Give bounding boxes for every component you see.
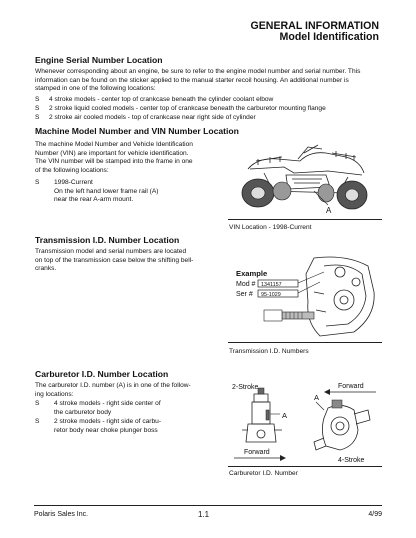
label-a-4-stroke: A (314, 393, 320, 402)
carburetor-body (35, 382, 191, 399)
footer-page-number: 1.1 (198, 510, 210, 519)
bullet-text (54, 400, 161, 417)
bullet-text: 4 stroke models - center top of crankcase beneath the cylinder coolant elbow (49, 96, 274, 103)
bullet-symbol: S (35, 105, 40, 112)
bullet-line-1: 2 stroke models - right side of carbu- (54, 418, 162, 425)
engine-body-line-2: information can be found on the sticker applied to the manual starter recoil housing. An additional number is (35, 76, 349, 84)
example-mod-label: Mod # (236, 281, 256, 288)
carburetor-body-line-2: ing locations: (35, 390, 74, 398)
atv-illustration (228, 139, 382, 219)
transmission-body-line-1: Transmission model and serial numbers are located (35, 248, 187, 255)
machine-vin-body (35, 141, 193, 175)
engine-body-line-1: Whenever corresponding about an engine, be sure to refer to the engine model number and serial number. This (35, 68, 361, 75)
footer-publisher: Polaris Sales Inc. (34, 511, 89, 518)
bullet-line-2: On the left hand lower frame rail (A) (54, 187, 159, 195)
footer-date: 4/99 (368, 511, 382, 518)
bullet-symbol: S (35, 400, 40, 407)
carburetor-caption: Carburetor I.D. Number (229, 470, 298, 477)
carburetor-heading: Carburetor I.D. Number Location (35, 369, 169, 379)
example-ser-value: 95-1029 (261, 292, 281, 298)
bullet-symbol: S (35, 418, 40, 425)
carburetor-bullet-2 (35, 418, 220, 436)
transmission-figure (228, 252, 382, 343)
bullet-text (54, 179, 158, 205)
page-subtitle: Model Identification (279, 31, 379, 43)
engine-serial-body (35, 68, 360, 94)
engine-bullet-1 (35, 96, 385, 105)
bullet-symbol: S (35, 114, 40, 121)
bullet-text: 2 stroke air cooled models - top of crankcase near right side of cylinder (49, 114, 256, 121)
carburetor-bullet-1 (35, 400, 220, 418)
bullet-symbol: S (35, 179, 40, 186)
carburetor-illustration (228, 380, 382, 466)
engine-body-line-3: stamped in one of the following locations: (35, 85, 156, 93)
bullet-line-1: 4 stroke models - right side center of (54, 400, 161, 407)
engine-bullet-2 (35, 105, 385, 114)
example-ser-label: Ser # (236, 291, 253, 298)
machine-bullet (35, 179, 215, 209)
example-mod-value: 1341157 (261, 282, 282, 288)
atv-figure (228, 139, 382, 220)
transmission-body-line-3: cranks. (35, 265, 57, 273)
machine-body-line-2: Number (VIN) are important for vehicle identification. (35, 149, 189, 157)
vin-caption: VIN Location - 1998-Current (229, 224, 312, 231)
carburetor-body-line-1: The carburetor I.D. number (A) is in one of the follow- (35, 382, 191, 389)
bullet-line-3: near the rear A-arm mount. (54, 196, 134, 204)
label-4-stroke: 4-Stroke (338, 457, 365, 464)
engine-serial-heading: Engine Serial Number Location (35, 55, 163, 65)
bullet-text: 2 stroke liquid cooled models - center top of crankcase beneath the carburetor mounting flange (49, 105, 326, 112)
bullet-symbol: S (35, 96, 40, 103)
bullet-text (54, 418, 161, 435)
engine-bullet-3 (35, 114, 385, 123)
machine-body-line-3: The VIN number will be stamped into the frame in one (35, 158, 193, 166)
bullet-line-2: the carburetor body (54, 408, 112, 416)
transmission-body (35, 248, 193, 274)
label-forward-top: Forward (338, 383, 364, 390)
carburetor-figure (228, 380, 382, 467)
transmission-illustration (228, 252, 382, 342)
machine-vin-heading: Machine Model Number and VIN Number Location (35, 126, 239, 136)
atv-label-a: A (326, 206, 332, 215)
transmission-caption: Transmission I.D. Numbers (229, 348, 309, 355)
label-forward-bottom: Forward (244, 449, 270, 456)
footer-rule (34, 505, 382, 506)
example-title: Example (236, 269, 268, 278)
bullet-line-1: 1998-Current (54, 179, 93, 186)
bullet-line-2: retor body near choke plunger boss (54, 426, 158, 434)
transmission-body-line-2: on top of the transmission case below the shifting bell- (35, 256, 194, 264)
machine-body-line-4: of the following locations: (35, 166, 109, 174)
page-section-title: GENERAL INFORMATION (250, 20, 379, 32)
transmission-heading: Transmission I.D. Number Location (35, 235, 180, 245)
label-2-stroke: 2-Stroke (232, 384, 259, 391)
machine-body-line-1: The machine Model Number and Vehicle Identification (35, 141, 193, 148)
label-a-2-stroke: A (282, 411, 288, 420)
